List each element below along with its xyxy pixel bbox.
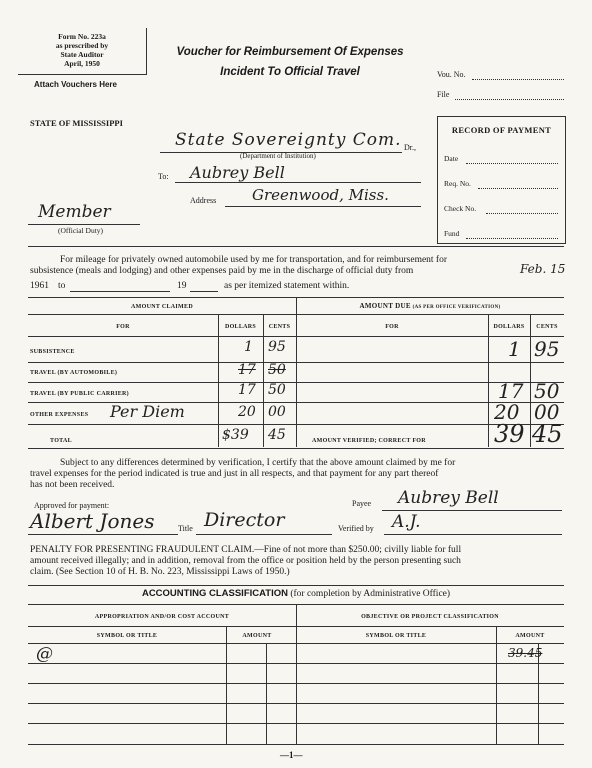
claimed-dollars-total: $39 [222,427,249,443]
amount-due-title: AMOUNT DUE [359,302,411,310]
claimed-col-dollars: DOLLARS [224,324,257,330]
form-prescribed: as prescribed by [55,41,109,50]
amount-header-rule [28,314,564,315]
due-dollars-total: 39 [494,420,525,448]
left-amount-rule-b [266,643,267,744]
voucher-number-line [472,79,564,80]
form-auditor: State Auditor [60,50,104,59]
mileage-to-line [70,291,170,292]
due-dollars-travel-carrier: 17 [498,379,524,403]
record-of-payment-box [437,116,566,244]
record-title: RECORD OF PAYMENT [451,125,552,135]
row-rule-1 [28,362,564,363]
due-cents-travel-carrier: 50 [534,379,560,403]
title-value: Director [204,509,285,531]
page-number: —1— [280,750,303,760]
claimed-dollars-rule [218,314,219,447]
acc-row-rule-3 [28,703,564,704]
official-duty-value: Member [38,202,111,222]
right-amount-rule-a [496,626,497,744]
mileage-date-from: Feb. 15 [520,262,566,276]
row-rule-3 [28,402,564,403]
payee-line [382,510,562,511]
form-number-box [18,28,147,75]
address-line [225,206,421,207]
due-col-for: FOR [385,324,399,330]
record-date-label: Date [444,154,459,163]
voucher-number-label: Vou. No. [437,70,466,79]
payee-label: Payee [352,499,372,508]
amount-due-header [296,302,564,310]
approved-signature: Albert Jones [30,509,155,533]
objective-header: OBJECTIVE OR PROJECT CLASSIFICATION [361,614,499,620]
mileage-line-2: subsistence (meals and lodging) and other expenses paid by me in the discharge of official duty from [30,266,414,276]
mileage-nineteen: 19 [177,281,187,291]
accounting-subhead-rule [28,626,564,627]
row-label-total: TOTAL [50,438,72,444]
row-label-subsistence: SUBSISTENCE [30,349,75,355]
certify-line-2: travel expenses for the period indicated is true and just in all respects, and that payment for any part thereof [30,469,439,479]
to-label: To: [158,172,169,181]
mileage-year-from: 1961 [30,281,49,291]
payee-signature: Aubrey Bell [398,488,499,508]
penalty-line-2: amount received illegally; and in addition, removal from the office or position held by the person presenting such [30,556,461,566]
appropriation-header: APPROPRIATION AND/OR COST ACCOUNT [94,614,230,620]
record-req-label: Req. No. [444,179,471,188]
row-rule-4 [28,424,564,425]
record-check-line [486,213,558,214]
to-value: Aubrey Bell [190,163,285,182]
claimed-dollars-other: 20 [238,404,256,420]
penalty-line-1: PENALTY FOR PRESENTING FRAUDULENT CLAIM.—Fine of not more than $250.00; civilly liable for full [30,545,462,555]
other-expenses-note: Per Diem [110,402,185,421]
accounting-subtitle: (for completion by Administrative Office) [290,589,451,599]
right-symbol-header: SYMBOL OR TITLE [365,633,427,639]
department-value: State Sovereignty Com. [175,130,402,150]
to-line [175,182,421,183]
amount-colhead-rule [28,336,564,337]
claimed-cents-subsistence: 95 [268,339,286,355]
claimed-col-cents: CENTS [268,324,291,330]
verified-signature: A.J. [392,512,421,532]
form-date: April, 1950 [64,59,100,68]
due-cents-other: 00 [534,400,560,424]
department-dr: Dr., [404,143,416,152]
attach-vouchers-label: Attach Vouchers Here [34,80,117,89]
address-value: Greenwood, Miss. [252,186,389,204]
certify-line-3: has not been received. [30,480,115,490]
title-line-2: Incident To Official Travel [220,66,360,78]
verified-line [384,534,562,535]
official-duty-caption: (Official Duty) [58,226,104,235]
page-title [160,42,420,82]
claimed-dollars-travel-carrier: 17 [238,382,256,398]
mileage-to-word: to [58,281,66,291]
title-line [196,534,332,535]
row-rule-2 [28,382,564,383]
amount-claimed-header: AMOUNT CLAIMED [131,304,193,310]
file-line [455,99,564,100]
amount-due-note: (AS PER OFFICE VERIFICATION) [412,305,501,310]
claimed-cents-travel-auto: 50 [268,362,286,378]
amount-verified-label: AMOUNT VERIFIED; CORRECT FOR [312,438,426,444]
acc-row-rule-2 [28,683,564,684]
state-label: STATE OF MISSISSIPPI [30,118,123,128]
title-label: Title [178,524,193,533]
record-fund-label: Fund [444,229,460,238]
official-duty-line [28,224,140,225]
left-amount-rule-a [226,626,227,744]
due-dollars-other: 20 [494,400,520,424]
accounting-right-amount: 39.45 [508,646,543,660]
claimed-col-for: FOR [116,324,130,330]
acc-row-rule-4 [28,723,564,724]
accounting-title [28,588,564,599]
record-date-line [466,163,558,164]
title-line-1: Voucher for Reimbursement Of Expenses [176,46,404,58]
claimed-dollars-subsistence: 1 [244,339,253,355]
claimed-cents-rule [263,314,264,447]
verified-label: Verified by [338,524,374,533]
mileage-line-1: For mileage for privately owned automobile used by me for transportation, and for reimbursement for [60,255,448,265]
record-check-label: Check No. [444,204,477,213]
record-fund-line [466,238,558,239]
address-label: Address [190,196,217,205]
accounting-colhead-rule [28,643,564,644]
mileage-year-line [190,291,218,292]
claimed-dollars-travel-auto: 17 [238,362,256,378]
claimed-cents-other: 00 [268,404,286,420]
claimed-cents-travel-carrier: 50 [268,382,286,398]
claimed-cents-total: 45 [268,427,286,443]
mileage-tail: as per itemized statement within. [224,281,350,291]
due-dollars-rule [488,314,489,447]
acc-row-rule-1 [28,663,564,664]
approved-label: Approved for payment: [34,501,110,510]
header-divider [28,246,564,247]
row-label-other: OTHER EXPENSES [30,412,89,418]
due-dollars-subsistence: 1 [508,337,521,361]
certify-line-1: Subject to any differences determined by verification, I certify that the above amount claimed by me for [60,458,456,468]
accounting-left-entry: @ [36,644,53,664]
due-cents-subsistence: 95 [534,337,560,361]
accounting-bottom-rule [28,744,564,745]
right-amount-header: AMOUNT [515,633,545,639]
due-col-cents: CENTS [536,324,558,330]
accounting-title-text: ACCOUNTING CLASSIFICATION [141,588,288,599]
file-label: File [437,90,450,99]
due-col-dollars: DOLLARS [493,324,525,330]
due-cents-total: 45 [532,420,563,448]
accounting-top-rule [28,585,564,586]
due-cents-rule [530,314,531,447]
form-number: Form No. 223a [58,32,106,41]
left-amount-header: AMOUNT [242,633,272,639]
row-label-travel-auto: TRAVEL (BY AUTOMOBILE) [30,370,118,376]
approved-line [28,534,178,535]
row-label-travel-carrier: TRAVEL (BY PUBLIC CARRIER) [30,391,129,397]
record-req-line [478,188,558,189]
penalty-line-3: claim. (See Section 10 of H. B. No. 223, Mississippi Laws of 1950.) [30,567,290,577]
left-symbol-header: SYMBOL OR TITLE [96,633,158,639]
department-caption: (Department of Institution) [240,152,316,160]
